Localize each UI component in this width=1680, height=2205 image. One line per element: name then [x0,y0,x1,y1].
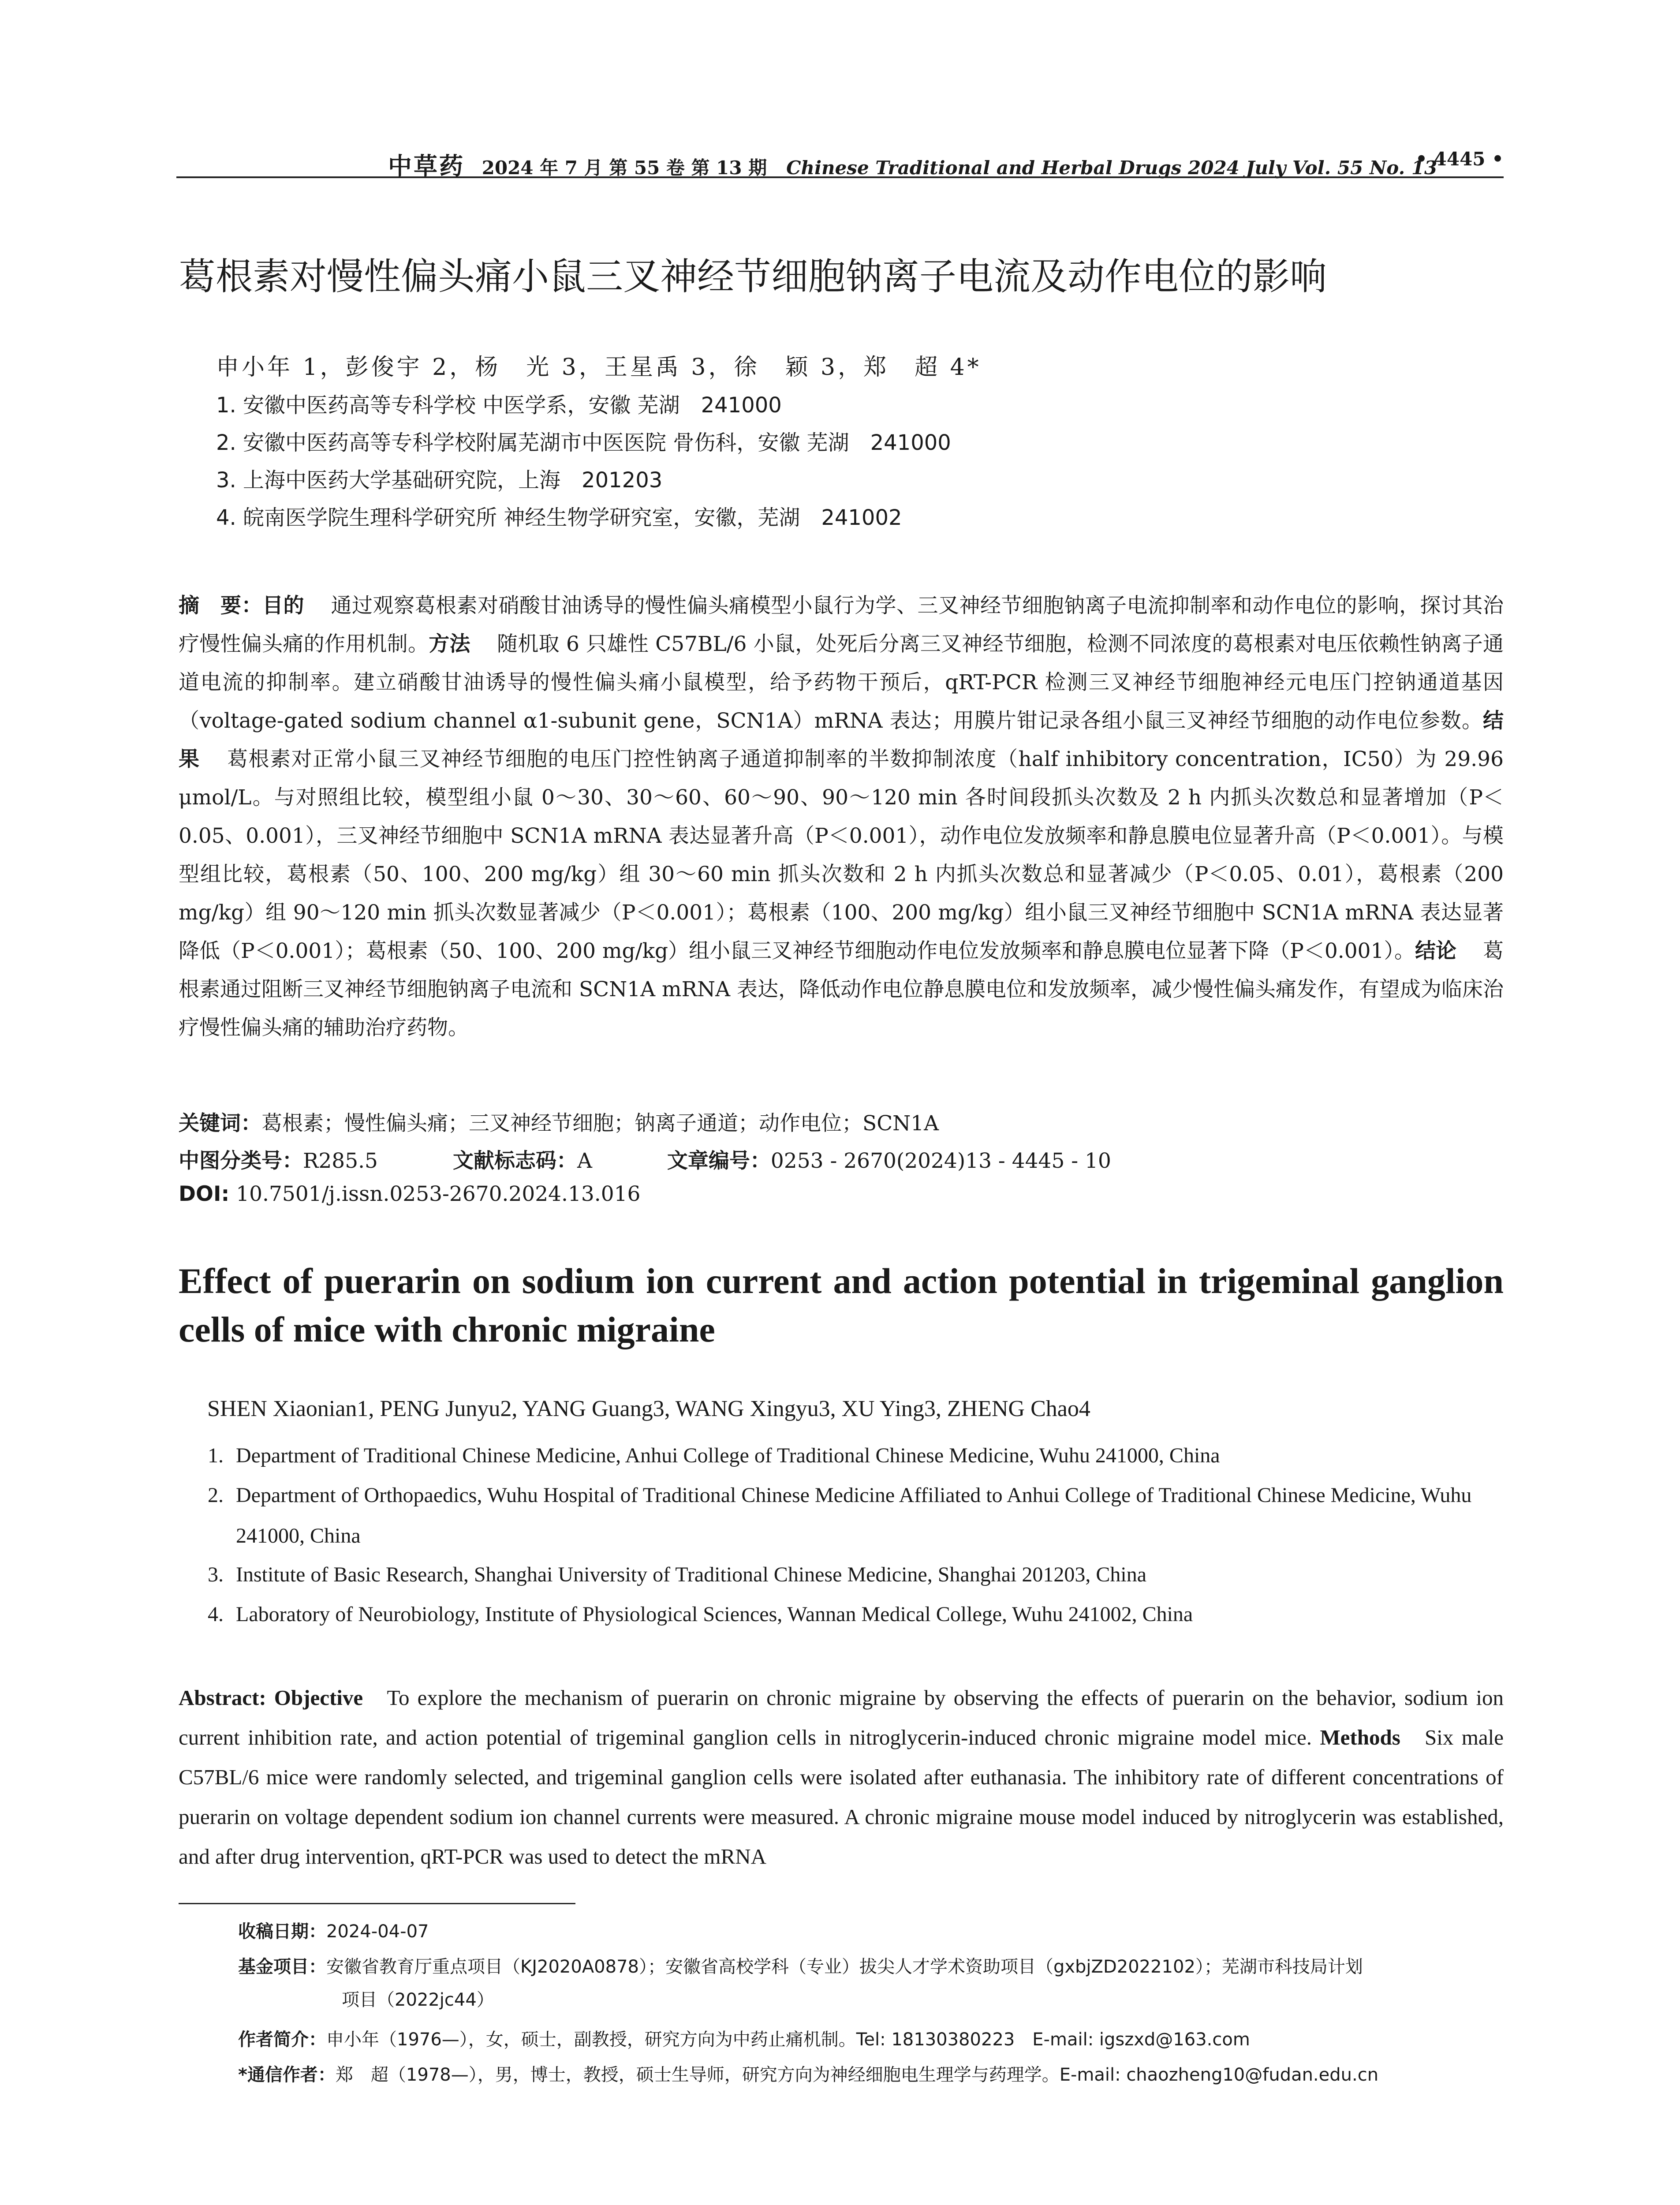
doc-code-value: A [577,1149,592,1173]
article-number-label: 文章编号： [667,1149,771,1173]
footnote-fund [238,1951,1363,1982]
doc-code-label: 文献标志码： [452,1149,577,1173]
affiliation-en-3-text: Institute of Basic Research, Shanghai University of Traditional Chinese Medicine, Shanghai 201203, China [236,1563,1147,1586]
affiliation-en-1 [208,1435,1504,1476]
affiliation-en-4 [208,1594,1504,1635]
corresponding-label: *通信作者： [238,2065,336,2085]
affiliation-en-3 [208,1555,1504,1595]
page-number: • 4445 • [1415,148,1504,170]
clc-label: 中图分类号： [179,1149,303,1173]
doi-label: DOI: [179,1182,230,1206]
abstract-cn [179,587,1504,1047]
abstract-cn-conclusion-label: 结论 [1415,939,1456,963]
keywords-cn-label: 关键词： [179,1111,261,1136]
journal-name-cn: 中草药 [388,152,465,180]
issue-info-cn: 2024 年 7 月 第 55 卷 第 13 期 [482,157,767,179]
affiliation-en-1-num: 1. [208,1444,224,1467]
affiliation-en-2-num: 2. [208,1484,224,1507]
affiliation-en-1-text: Department of Traditional Chinese Medicine, Anhui College of Traditional Chinese Medicine, Wuhu 241000, China [236,1444,1220,1467]
authors-cn: 申小年 1，彭俊宇 2，杨 光 3，王星禹 3，徐 颖 3，郑 超 4* [216,354,982,381]
author-bio-label: 作者简介： [238,2029,326,2050]
abstract-en-objective: To explore the mechanism of puerarin on chronic migraine by observing the effects of puerarin on the behavior, sodium ion current inhibition rate, and action potential of trigeminal ganglion cells in nitroglycerin-induced chronic migraine model mice. [179,1686,1504,1749]
affiliation-cn-2: 2. 安徽中医药高等专科学校附属芜湖市中医医院 骨伤科，安徽 芜湖 241000 [216,430,951,455]
affiliation-cn-3: 3. 上海中医药大学基础研究院，上海 201203 [216,468,663,493]
abstract-cn-methods-label: 方法 [429,632,470,656]
affiliation-en-3-num: 3. [208,1563,224,1586]
doi-value[interactable]: 10.7501/j.issn.0253-2670.2024.13.016 [236,1182,641,1206]
abstract-cn-results: 葛根素对正常小鼠三叉神经节细胞的电压门控性钠离子通道抑制率的半数抑制浓度（half inhibitory concentration，IC50）为 29.96 μmol/L。与对照组比较，模型组小鼠 0～30、30～60、60～90、90～120 min 各时间段抓头次数及 2 h 内抓头次数总和显著增加（P＜0.05、0.001），三叉神经节细胞中 SCN1A mRNA 表达显著升高（P＜0.001），动作电位发放频率和静息膜电位显著升高（P＜0.001）。与模型组比较，葛根素（50、100、200 mg/kg）组 30～60 min 抓头次数和 2 h 内抓头次数总和显著减少（P＜0.05、0.01），葛根素（200 mg/kg）组 90～120 min 抓头次数显著减少（P＜0.001）；葛根素（100、200 mg/kg）组小鼠三叉神经节细胞中 SCN1A mRNA 表达显著降低（P＜0.001）；葛根素（50、100、200 mg/kg）组小鼠三叉神经节细胞动作电位发放频率和静息膜电位显著下降（P＜0.001）。 [179,747,1504,963]
abstract-cn-label: 摘 要：目的 [179,594,304,618]
footnote-fund-cont: 项目（2022jc44） [342,1990,494,2010]
title-cn: 葛根素对慢性偏头痛小鼠三叉神经节细胞钠离子电流及动作电位的影响 [179,255,1327,298]
authors-en: SHEN Xiaonian1, PENG Junyu2, YANG Guang3, WANG Xingyu3, XU Ying3, ZHENG Chao4 [207,1396,1090,1421]
abstract-en [179,1678,1504,1876]
abstract-en-methods: Six male C57BL/6 mice were randomly selected, and trigeminal ganglion cells were isolated after euthanasia. The inhibitory rate of different concentrations of puerarin on voltage dependent sodium ion channel currents were measured. A chronic migraine mouse model induced by nitroglycerin was established, and after drug intervention, qRT-PCR was used to detect the mRNA [179,1725,1504,1869]
abstract-en-methods-label: Methods [1320,1725,1400,1749]
classification-line [179,1144,1111,1174]
clc-value: R285.5 [303,1149,378,1173]
keywords-cn [179,1107,939,1136]
abstract-cn-methods: 随机取 6 只雄性 C57BL/6 小鼠，处死后分离三叉神经节细胞，检测不同浓度的葛根素对电压依赖性钠离子通道电流的抑制率。建立硝酸甘油诱导的慢性偏头痛小鼠模型，给予药物干预后，qRT-PCR 检测三叉神经节细胞神经元电压门控钠通道基因（voltage-gated sodium channel α1-subunit gene，SCN1A）mRNA 表达；用膜片钳记录各组小鼠三叉神经节细胞的动作电位参数。 [179,632,1504,733]
running-header [176,146,1504,180]
abstract-cn-conclusion: 葛根素通过阻断三叉神经节细胞钠离子电流和 SCN1A mRNA 表达，降低动作电位静息膜电位和发放频率，减少慢性偏头痛发作，有望成为临床治疗慢性偏头痛的辅助治疗药物。 [179,939,1504,1040]
journal-name-en: Chinese Traditional and Herbal Drugs 2024 July Vol. 55 No. 13 [786,157,1437,179]
title-en: Effect of puerarin on sodium ion current and action potential in trigeminal ganglion cells of mice with chronic migraine [179,1261,1504,1349]
abstract-cn-results-label: 结果 [179,709,1504,771]
affiliation-en-2 [208,1475,1504,1556]
affiliation-cn-1: 1. 安徽中医药高等专科学校 中医学系，安徽 芜湖 241000 [216,393,782,418]
footnote-corresponding [238,2059,1378,2090]
affiliation-en-4-num: 4. [208,1603,224,1626]
footnote-received [238,1916,429,1947]
header-rule [176,176,1504,178]
fund-label: 基金项目： [238,1957,326,1977]
fund-text-line1: 安徽省教育厅重点项目（KJ2020A0878）；安徽省高校学科（专业）拔尖人才学术资助项目（gxbjZD2022102）；芜湖市科技局计划 [326,1957,1363,1977]
affiliation-cn-4: 4. 皖南医学院生理科学研究所 神经生物学研究室，安徽，芜湖 241002 [216,505,902,530]
abstract-en-label: Abstract: Objective [179,1686,363,1710]
abstract-cn-objective: 通过观察葛根素对硝酸甘油诱导的慢性偏头痛模型小鼠行为学、三叉神经节细胞钠离子电流抑制率和动作电位的影响，探讨其治疗慢性偏头痛的作用机制。 [179,594,1504,656]
article-number-value: 0253 - 2670(2024)13 - 4445 - 10 [770,1149,1111,1173]
affiliation-en-2-text: Department of Orthopaedics, Wuhu Hospital of Traditional Chinese Medicine Affiliated to Anhui College of Traditional Chinese Medicine, Wuhu 241000, China [236,1484,1472,1547]
corresponding-text: 郑 超（1978—），男，博士，教授，硕士生导师，研究方向为神经细胞电生理学与药理学。E-mail: chaozheng10@fudan.edu.cn [335,2065,1379,2085]
affiliation-en-4-text: Laboratory of Neurobiology, Institute of Physiological Sciences, Wannan Medical College, Wuhu 241002, China [236,1603,1193,1626]
keywords-cn-value: 葛根素；慢性偏头痛；三叉神经节细胞；钠离子通道；动作电位；SCN1A [261,1111,939,1136]
footnote-author [238,2024,1250,2055]
footnote-rule [179,1903,575,1904]
author-bio-text: 申小年（1976—），女，硕士，副教授，研究方向为中药止痛机制。Tel: 18130380223 E-mail: igszxd@163.com [326,2029,1250,2050]
received-label: 收稿日期： [238,1921,326,1942]
received-date: 2024-04-07 [326,1921,429,1942]
doi-line [179,1182,640,1206]
